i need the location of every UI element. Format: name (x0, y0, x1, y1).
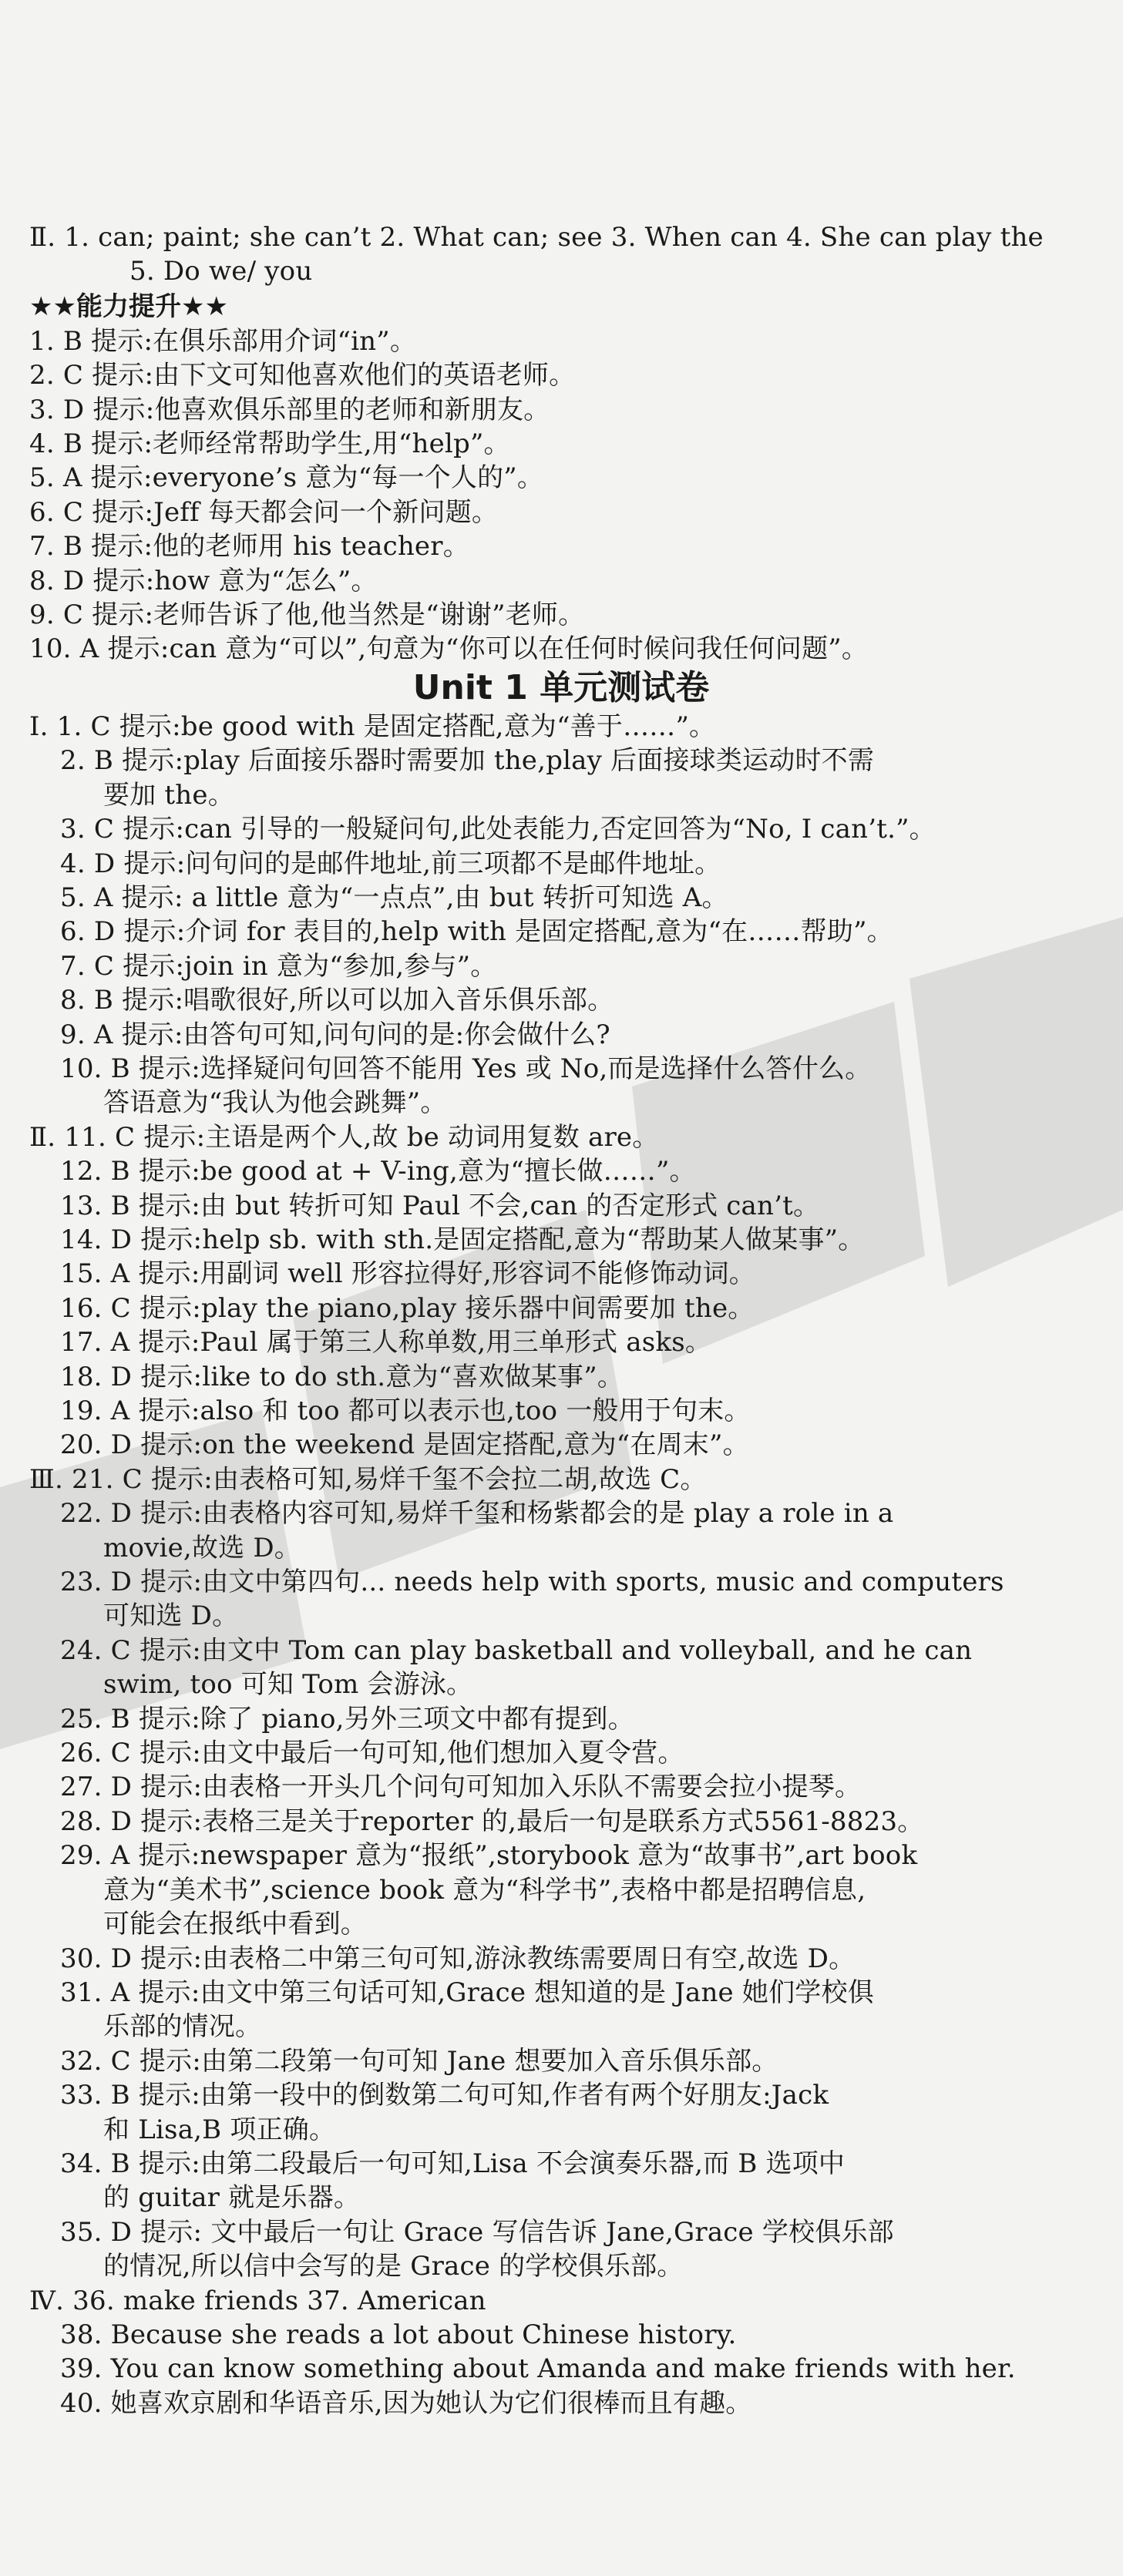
list-item: 15. A 提示:用副词 well 形容拉得好,形容词不能修饰动词。 (60, 1258, 755, 1290)
list-item: 38. Because she reads a lot about Chinese history. (60, 2319, 737, 2350)
unit-test-answers-list (29, 710, 1093, 2420)
list-item: 和 Lisa,B 项正确。 (103, 2114, 336, 2145)
list-item: 34. B 提示:由第二段最后一句可知,Lisa 不会演奏乐器,而 B 选项中 (60, 2148, 846, 2179)
answer-line: 5. Do we/ you (129, 256, 313, 287)
list-item: 10. A 提示:can 意为“可以”,句意为“你可以在任何时候问我任何问题”。 (29, 633, 869, 665)
list-item: 5. A 提示: a little 意为“一点点”,由 but 转折可知选 A。 (60, 882, 728, 913)
list-item: 4. B 提示:老师经常帮助学生,用“help”。 (29, 428, 510, 460)
list-item: 31. A 提示:由文中第三句话可知,Grace 想知道的是 Jane 她们学校俱 (60, 1977, 874, 2008)
list-item: Ⅳ. 36. make friends 37. American (29, 2285, 486, 2316)
list-item: 27. D 提示:由表格一开头几个问句可知加入乐队不需要会拉小提琴。 (60, 1772, 862, 1803)
list-item: 3. C 提示:can 引导的一般疑问句,此处表能力,否定回答为“No, I can’t.”。 (60, 814, 936, 845)
list-item: 8. D 提示:how 意为“怎么”。 (29, 565, 378, 596)
list-item: 12. B 提示:be good at + V-ing,意为“擅长做……”。 (60, 1156, 696, 1187)
answer-line: Ⅱ. 1. can; paint; she can’t 2. What can; see 3. When can 4. She can play the (29, 222, 1044, 253)
list-item: 7. B 提示:他的老师用 his teacher。 (29, 531, 469, 563)
list-item: 14. D 提示:help sb. with sth.是固定搭配,意为“帮助某人做某事”。 (60, 1224, 865, 1255)
list-item: 18. D 提示:like to do sth.意为“喜欢做某事”。 (60, 1361, 624, 1392)
list-item: 35. D 提示: 文中最后一句让 Grace 写信告诉 Jane,Grace 学校俱乐部 (60, 2216, 894, 2248)
list-item: 24. C 提示:由文中 Tom can play basketball and volleyball, and he can (60, 1634, 973, 1666)
list-item: 22. D 提示:由表格内容可知,易烊千玺和杨紫都会的是 play a role in a (60, 1498, 894, 1530)
list-item: 10. B 提示:选择疑问句回答不能用 Yes 或 No,而是选择什么答什么。 (60, 1053, 872, 1084)
unit-test-title: Unit 1 单元测试卷 (412, 667, 710, 707)
list-item: 40. 她喜欢京剧和华语音乐,因为她认为它们很棒而且有趣。 (60, 2387, 752, 2419)
list-item: 8. B 提示:唱歌很好,所以可以加入音乐俱乐部。 (60, 985, 614, 1016)
list-item: 3. D 提示:他喜欢俱乐部里的老师和新朋友。 (29, 394, 550, 425)
list-item: 1. B 提示:在俱乐部用介词“in”。 (29, 325, 417, 357)
list-item: 25. B 提示:除了 piano,另外三项文中都有提到。 (60, 1703, 634, 1735)
part-2-answers (29, 220, 1093, 289)
list-item: 39. You can know something about Amanda and make friends with her. (60, 2353, 1016, 2385)
list-item: 答语意为“我认为他会跳舞”。 (103, 1087, 447, 1119)
list-item: 的情况,所以信中会写的是 Grace 的学校俱乐部。 (103, 2251, 684, 2282)
list-item: 19. A 提示:also 和 too 都可以表示也,too 一般用于句末。 (60, 1395, 751, 1426)
list-item: 的 guitar 就是乐器。 (103, 2182, 361, 2214)
list-item: Ⅲ. 21. C 提示:由表格可知,易烊千玺不会拉二胡,故选 C。 (29, 1463, 707, 1495)
list-item: 13. B 提示:由 but 转折可知 Paul 不会,can 的否定形式 can’t。 (60, 1190, 820, 1221)
list-item: 4. D 提示:问句问的是邮件地址,前三项都不是邮件地址。 (60, 848, 721, 879)
list-item: 6. C 提示:Jeff 每天都会问一个新问题。 (29, 496, 499, 528)
list-item: 17. A 提示:Paul 属于第三人称单数,用三单形式 asks。 (60, 1327, 712, 1359)
list-item: 9. A 提示:由答句可知,问句问的是:你会做什么? (60, 1019, 610, 1050)
list-item: 2. B 提示:play 后面接乐器时需要加 the,play 后面接球类运动时不需 (60, 745, 875, 777)
section-title-ability: ★★能力提升★★ (29, 291, 228, 322)
list-item: 可知选 D。 (103, 1600, 239, 1632)
list-item: 5. A 提示:everyone’s 意为“每一个人的”。 (29, 462, 544, 494)
list-item: 要加 the。 (103, 779, 234, 811)
list-item: 9. C 提示:老师告诉了他,他当然是“谢谢”老师。 (29, 599, 585, 631)
list-item: 意为“美术书”,science book 意为“科学书”,表格中都是招聘信息, (103, 1874, 866, 1906)
list-item: 28. D 提示:表格三是关于reporter 的,最后一句是联系方式5561-8823。 (60, 1805, 924, 1837)
list-item: Ⅱ. 11. C 提示:主语是两个人,故 be 动词用复数 are。 (29, 1121, 659, 1153)
list-item: 20. D 提示:on the weekend 是固定搭配,意为“在周末”。 (60, 1429, 749, 1461)
list-item: 23. D 提示:由文中第四句... needs help with sports, music and computers (60, 1567, 1004, 1598)
list-item: 7. C 提示:join in 意为“参加,参与”。 (60, 950, 497, 982)
list-item: 30. D 提示:由表格二中第三句可知,游泳教练需要周日有空,故选 D。 (60, 1943, 856, 1974)
list-item: movie,故选 D。 (103, 1532, 301, 1563)
list-item: Ⅰ. 1. C 提示:be good with 是固定搭配,意为“善于……”。 (29, 710, 716, 742)
list-item: 6. D 提示:介词 for 表目的,help with 是固定搭配,意为“在……帮助”。 (60, 916, 893, 948)
list-item: 2. C 提示:由下文可知他喜欢他们的英语老师。 (29, 360, 576, 391)
ability-answers-list (29, 324, 1093, 667)
list-item: 可能会在报纸中看到。 (103, 1909, 367, 1940)
list-item: 16. C 提示:play the piano,play 接乐器中间需要加 the。 (60, 1292, 755, 1324)
list-item: swim, too 可知 Tom 会游泳。 (103, 1669, 473, 1701)
list-item: 33. B 提示:由第一段中的倒数第二句可知,作者有两个好朋友:Jack (60, 2080, 829, 2111)
list-item: 乐部的情况。 (103, 2011, 262, 2043)
list-item: 26. C 提示:由文中最后一句可知,他们想加入夏令营。 (60, 1738, 684, 1769)
list-item: 32. C 提示:由第二段第一句可知 Jane 想要加入音乐俱乐部。 (60, 2045, 778, 2077)
list-item: 29. A 提示:newspaper 意为“报纸”,storybook 意为“故事书”,art book (60, 1840, 918, 1872)
answer-content (29, 220, 1093, 2420)
